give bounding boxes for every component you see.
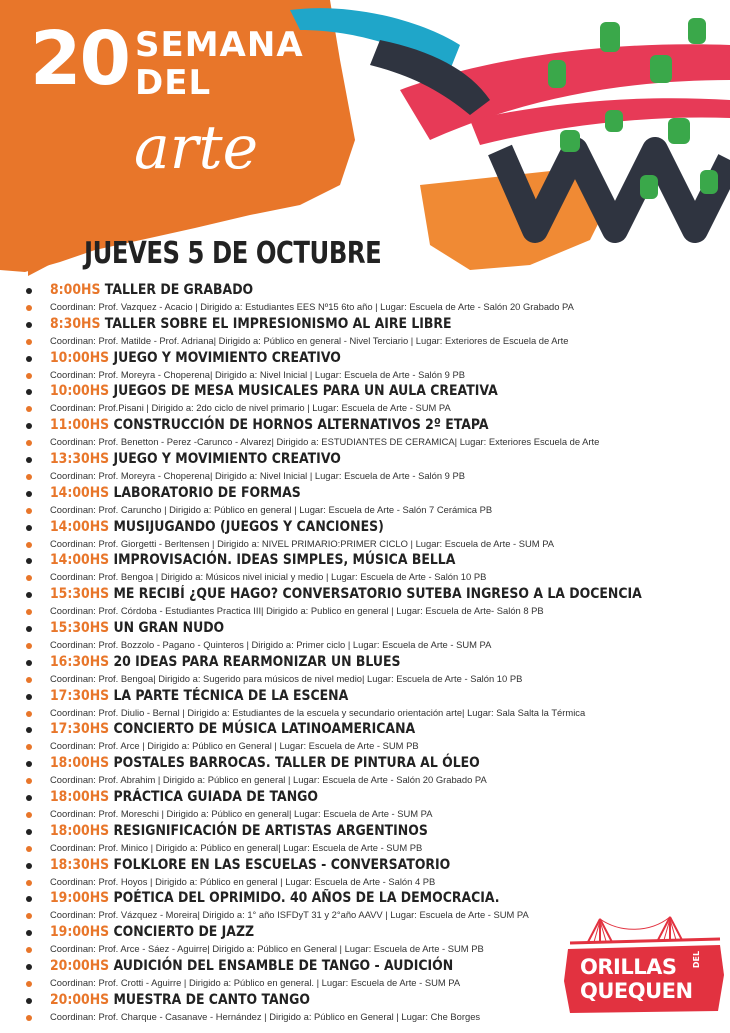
event-item (26, 585, 726, 619)
title-del: DEL (135, 63, 212, 103)
orillas-del-quequen-logo (560, 915, 728, 1015)
bullet-icon (26, 761, 32, 767)
event-details: Coordinan: Prof. Bengoa | Dirigido a: Músicos nivel inicial y medio | Lugar: Escuela de Arte - Salón 10 PB (50, 571, 487, 583)
event-title: JUEGOS DE MESA MUSICALES PARA UN AULA CREATIVA (113, 383, 498, 400)
event-item (26, 720, 726, 754)
event-item (26, 450, 726, 484)
bullet-icon (26, 542, 32, 548)
event-title-line (50, 923, 254, 941)
event-time: 13:30HS (50, 450, 110, 467)
event-time: 14:00HS (50, 518, 110, 535)
event-title: UN GRAN NUDO (113, 619, 225, 636)
event-title: CONCIERTO DE MÚSICA LATINOAMERICANA (113, 721, 416, 738)
event-details: Coordinan: Prof. Vázquez - Moreira| Dirigido a: 1° año ISFDyT 31 y 2°año AAVV | Lugar: Escuela de Arte - SUM PA (50, 909, 529, 921)
bullet-icon (26, 423, 32, 429)
event-item (26, 653, 726, 687)
event-title-line (50, 585, 642, 603)
event-title-line (50, 653, 401, 671)
bullet-icon (26, 795, 32, 801)
event-details: Coordinan: Prof. Moreschi | Dirigido a: Público en general| Lugar: Escuela de Arte - SUM PA (50, 807, 433, 819)
play-arrow-icon (28, 232, 70, 276)
event-details: Coordinan: Prof. Bozzolo - Pagano - Quinteros | Dirigido a: Primer ciclo | Lugar: Escuela de Arte - SUM PA (50, 638, 492, 650)
event-title: JUEGO Y MOVIMIENTO CREATIVO (113, 349, 341, 366)
event-time: 14:00HS (50, 552, 110, 569)
event-title-line (50, 856, 450, 874)
event-details: Coordinan: Prof. Abrahim | Dirigido a: Público en general | Lugar: Escuela de Arte - Salón 20 Grabado PA (50, 774, 487, 786)
event-title-line (50, 382, 498, 400)
event-title-line (50, 281, 253, 299)
event-item (26, 518, 726, 552)
event-title: AUDICIÓN DEL ENSAMBLE DE TANGO - AUDICIÓN (113, 957, 454, 974)
bullet-icon (26, 744, 32, 750)
bullet-icon (26, 981, 32, 987)
event-item (26, 788, 726, 822)
bullet-icon (26, 508, 32, 514)
event-time: 17:30HS (50, 721, 110, 738)
event-time: 18:30HS (50, 856, 110, 873)
event-item (26, 822, 726, 856)
event-details: Coordinan: Prof. Moreyra - Choperena| Dirigido a: Nivel Inicial | Lugar: Escuela de Arte - Salón 9 PB (50, 368, 465, 380)
event-details: Coordinan: Prof. Diulio - Bernal | Dirigido a: Estudiantes de la escuela y secundario orientación arte| Lugar: Sala Salta la Térmica (50, 706, 586, 718)
event-details: Coordinan: Prof. Benetton - Perez -Carunco - Alvarez| Dirigido a: ESTUDIANTES DE CERAMICA| Lugar: Exteriores Escuela de Arte (50, 436, 600, 448)
event-title-line (50, 518, 384, 536)
event-time: 14:00HS (50, 484, 110, 501)
bullet-icon (26, 626, 32, 632)
bullet-icon (26, 947, 32, 953)
bullet-icon (26, 440, 32, 446)
bullet-icon (26, 406, 32, 412)
title-arte: arte (134, 113, 259, 183)
event-title-line (50, 822, 428, 840)
event-title: CONSTRUCCIÓN DE HORNOS ALTERNATIVOS 2º ETAPA (113, 417, 489, 434)
bullet-icon (26, 288, 32, 294)
event-time: 18:00HS (50, 822, 110, 839)
event-title-line (50, 788, 318, 806)
title-semana-del (135, 26, 304, 102)
bullet-icon (26, 558, 32, 564)
bullet-icon (26, 727, 32, 733)
event-details: Coordinan: Prof. Hoyos | Dirigido a: Público en general | Lugar: Escuela de Arte - Salón 4 PB (50, 875, 436, 887)
event-details: Coordinan: Prof.Pisani | Dirigido a: 2do ciclo de nivel primario | Lugar: Escuela de Arte - SUM PA (50, 402, 451, 414)
event-title-line (50, 450, 341, 468)
bullet-icon (26, 913, 32, 919)
bullet-icon (26, 389, 32, 395)
event-details: Coordinan: Prof. Minico | Dirigido a: Público en general| Lugar: Escuela de Arte - SUM PB (50, 841, 423, 853)
bullet-icon (26, 829, 32, 835)
event-time: 15:30HS (50, 619, 110, 636)
event-title: MUESTRA DE CANTO TANGO (113, 991, 310, 1008)
event-title-line (50, 720, 415, 738)
bullet-icon (26, 592, 32, 598)
event-title: POSTALES BARROCAS. TALLER DE PINTURA AL ÓLEO (113, 755, 480, 772)
bullet-icon (26, 677, 32, 683)
event-title: LA PARTE TÉCNICA DE LA ESCENA (113, 687, 349, 704)
bullet-icon (26, 474, 32, 480)
event-item (26, 687, 726, 721)
event-title: CONCIERTO DE JAZZ (113, 924, 255, 941)
event-details: Coordinan: Prof. Arce - Sáez - Aguirre| Dirigido a: Público en General | Lugar: Escuela de Arte - SUM PB (50, 943, 484, 955)
bullet-icon (26, 609, 32, 615)
event-time: 17:30HS (50, 687, 110, 704)
logo-line-2: QUEQUEN (580, 979, 693, 1003)
event-title: 20 IDEAS PARA REARMONIZAR UN BLUES (113, 653, 401, 670)
event-item (26, 619, 726, 653)
event-title-line (50, 687, 348, 705)
event-title-line (50, 991, 310, 1009)
bullet-icon (26, 896, 32, 902)
event-title: IMPROVISACIÓN. IDEAS SIMPLES, MÚSICA BELLA (113, 552, 456, 569)
event-time: 19:00HS (50, 924, 110, 941)
event-title: TALLER DE GRABADO (104, 282, 254, 298)
event-time: 20:00HS (50, 957, 110, 974)
event-details: Coordinan: Prof. Giorgetti - Berltensen | Dirigido a: NIVEL PRIMARIO:PRIMER CICLO | Lugar: Escuela de Arte - SUM PA (50, 537, 555, 549)
bullet-icon (26, 1015, 32, 1021)
event-item (26, 315, 726, 349)
event-time: 10:00HS (50, 349, 110, 366)
event-title-line (50, 551, 455, 569)
bullet-icon (26, 711, 32, 717)
bullet-icon (26, 356, 32, 362)
event-title-line (50, 754, 480, 772)
bullet-icon (26, 812, 32, 818)
event-title-line (50, 957, 453, 975)
bullet-icon (26, 322, 32, 328)
event-details: Coordinan: Prof. Córdoba - Estudiantes Practica III| Dirigido a: Publico en general | Lugar: Escuela de Arte- Salón 8 PB (50, 605, 544, 617)
event-item (26, 281, 726, 315)
event-title-line (50, 349, 341, 367)
event-time: 18:00HS (50, 788, 110, 805)
event-title-line (50, 416, 489, 434)
event-title: RESIGNIFICACIÓN DE ARTISTAS ARGENTINOS (113, 822, 428, 839)
event-title: JUEGO Y MOVIMIENTO CREATIVO (113, 450, 341, 467)
bullet-icon (26, 930, 32, 936)
event-time: 8:30HS (50, 315, 101, 332)
event-item (26, 484, 726, 518)
event-title: POÉTICA DEL OPRIMIDO. 40 AÑOS DE LA DEMOCRACIA. (113, 890, 500, 907)
bullet-icon (26, 457, 32, 463)
event-item (26, 349, 726, 383)
event-title-line (50, 619, 224, 637)
event-time: 11:00HS (50, 417, 110, 434)
day-title: JUEVES 5 DE OCTUBRE (84, 236, 382, 271)
event-item (26, 754, 726, 788)
event-details: Coordinan: Prof. Caruncho | Dirigido a: Público en general | Lugar: Escuela de Arte - Salón 7 Cerámica PB (50, 503, 493, 515)
event-details: Coordinan: Prof. Crotti - Aguirre | Dirigido a: Público en general. | Lugar: Escuela de Arte - SUM PA (50, 976, 461, 988)
bullet-icon (26, 846, 32, 852)
bullet-icon (26, 778, 32, 784)
bullet-icon (26, 694, 32, 700)
event-details: Coordinan: Prof. Moreyra - Choperena| Dirigido a: Nivel Inicial | Lugar: Escuela de Arte - Salón 9 PB (50, 469, 465, 481)
event-title: TALLER SOBRE EL IMPRESIONISMO AL AIRE LIBRE (104, 315, 452, 332)
event-title: ME RECIBÍ ¿QUE HAGO? CONVERSATORIO SUTEBA INGRESO A LA DOCENCIA (113, 586, 642, 603)
title-semana: SEMANA (135, 25, 304, 65)
event-time: 16:30HS (50, 653, 110, 670)
event-time: 20:00HS (50, 991, 110, 1008)
event-title-line (50, 484, 301, 502)
event-details: Coordinan: Prof. Bengoa| Dirigido a: Sugerido para músicos de nivel medio| Lugar: Escuela de Arte - Salón 10 PB (50, 672, 523, 684)
bullet-icon (26, 373, 32, 379)
logo-del: DEL (692, 950, 702, 969)
event-item (26, 382, 726, 416)
event-details: Coordinan: Prof. Charque - Casanave - Hernández | Dirigido a: Público en General | Lugar: Che Borges (50, 1010, 481, 1022)
bullet-icon (26, 660, 32, 666)
bullet-icon (26, 491, 32, 497)
edition-number: 20 (30, 16, 129, 102)
bullet-icon (26, 525, 32, 531)
event-item (26, 551, 726, 585)
event-title: PRÁCTICA GUIADA DE TANGO (113, 788, 318, 805)
event-time: 10:00HS (50, 383, 110, 400)
logo-line-1: ORILLAS (580, 955, 677, 979)
event-time: 15:30HS (50, 586, 110, 603)
event-title: MUSIJUGANDO (JUEGOS Y CANCIONES) (113, 518, 384, 535)
event-title: LABORATORIO DE FORMAS (113, 484, 301, 501)
event-details: Coordinan: Prof. Matilde - Prof. Adriana| Dirigido a: Público en general - Nivel Terciario | Lugar: Exteriores de Escuela de Arte (50, 334, 569, 346)
bullet-icon (26, 880, 32, 886)
event-list (26, 281, 726, 1025)
bullet-icon (26, 643, 32, 649)
bullet-icon (26, 863, 32, 869)
event-item (26, 856, 726, 890)
bullet-icon (26, 998, 32, 1004)
event-title: FOLKLORE EN LAS ESCUELAS - CONVERSATORIO (113, 856, 451, 873)
event-item (26, 416, 726, 450)
event-details: Coordinan: Prof. Arce | Dirigido a: Público en General | Lugar: Escuela de Arte - SUM PB (50, 740, 419, 752)
event-time: 8:00HS (50, 282, 101, 298)
event-title-line (50, 889, 500, 907)
event-time: 18:00HS (50, 755, 110, 772)
event-title-line (50, 315, 452, 333)
bullet-icon (26, 305, 32, 311)
bullet-icon (26, 964, 32, 970)
bullet-icon (26, 575, 32, 581)
event-details: Coordinan: Prof. Vazquez - Acacio | Dirigido a: Estudiantes EES Nº15 6to año | Lugar: Escuela de Arte - Salón 20 Grabado PA (50, 301, 574, 312)
bullet-icon (26, 339, 32, 345)
event-time: 19:00HS (50, 890, 110, 907)
